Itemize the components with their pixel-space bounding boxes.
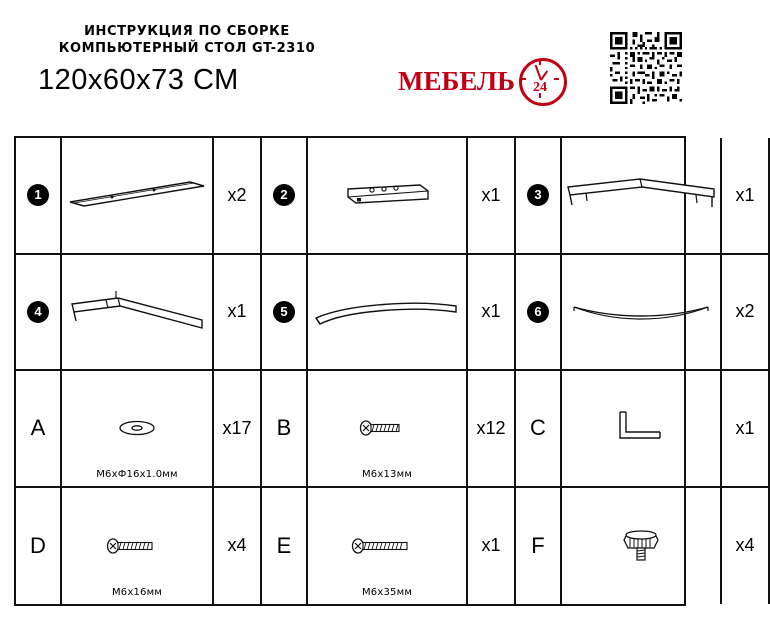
part-image-panel-long-rail xyxy=(62,138,212,253)
brand-name: МЕБЕЛЬ xyxy=(398,65,515,96)
part-image-screw-long xyxy=(308,488,466,605)
part-cell-4 xyxy=(16,255,262,372)
part-cell-b xyxy=(262,371,516,488)
part-number-glyph: 3 xyxy=(527,184,549,206)
part-caption-a: М6хФ16х1.0мм xyxy=(96,468,178,480)
part-cell-3 xyxy=(516,138,770,255)
part-label-6 xyxy=(516,255,562,370)
part-cell-1 xyxy=(16,138,262,255)
part-letter-glyph: C xyxy=(530,415,546,441)
part-caption-b: М6х13мм xyxy=(361,468,413,480)
part-caption-d: М6х16мм xyxy=(111,587,163,598)
part-qty-2: x1 xyxy=(466,138,514,253)
part-label-5 xyxy=(262,255,308,370)
part-qty-e: x1 xyxy=(466,488,514,605)
part-label-1 xyxy=(16,138,62,253)
product-dimensions: 120x60x73 СМ xyxy=(38,64,239,96)
part-image-knob-thumbscrew xyxy=(562,488,720,605)
part-qty-4: x1 xyxy=(212,255,260,370)
part-cell-2 xyxy=(262,138,516,255)
part-qty-a: x17 xyxy=(212,371,260,486)
part-cell-e xyxy=(262,488,516,605)
clock-icon xyxy=(517,56,567,106)
part-label-4 xyxy=(16,255,62,370)
part-image-washer xyxy=(62,371,212,486)
part-letter-glyph: F xyxy=(531,532,545,558)
clock-number-label: 24 xyxy=(532,80,547,95)
part-cell-c xyxy=(516,371,770,488)
title-block xyxy=(22,24,352,97)
part-qty-f: x4 xyxy=(720,488,768,605)
part-qty-3: x1 xyxy=(720,138,768,253)
part-image-screw-medium xyxy=(62,488,212,605)
part-image-allen-key xyxy=(562,371,720,486)
part-letter-glyph: A xyxy=(30,415,46,441)
part-qty-5: x1 xyxy=(466,255,514,370)
part-label-a xyxy=(16,371,62,486)
part-letter-glyph: E xyxy=(276,532,292,558)
qr-code-icon xyxy=(610,32,682,104)
part-image-frame-wide xyxy=(562,138,720,253)
part-image-shelf-board xyxy=(308,255,466,370)
part-label-2 xyxy=(262,138,308,253)
part-label-f xyxy=(516,488,562,605)
part-qty-b: x12 xyxy=(466,371,514,486)
part-caption-e: М6х35мм xyxy=(361,587,413,598)
part-label-e xyxy=(262,488,308,605)
part-label-3 xyxy=(516,138,562,253)
instruction-title-line1: ИНСТРУКЦИЯ ПО СБОРКЕ xyxy=(84,24,290,39)
page-header xyxy=(0,0,700,122)
part-cell-d xyxy=(16,488,262,605)
instruction-title-line2: КОМПЬЮТЕРНЫЙ СТОЛ GT-2310 xyxy=(58,41,316,56)
part-number-glyph: 6 xyxy=(527,301,549,323)
part-number-glyph: 4 xyxy=(27,301,49,323)
brand-logo xyxy=(398,56,567,106)
part-label-d xyxy=(16,488,62,605)
part-letter-glyph: D xyxy=(30,532,46,558)
part-cell-a xyxy=(16,371,262,488)
parts-table xyxy=(14,136,755,606)
part-number-glyph: 2 xyxy=(273,184,295,206)
part-qty-6: x2 xyxy=(720,255,768,370)
part-image-screw-short xyxy=(308,371,466,486)
part-qty-1: x2 xyxy=(212,138,260,253)
part-number-glyph: 5 xyxy=(273,301,295,323)
part-letter-glyph: B xyxy=(276,415,292,441)
part-label-c xyxy=(516,371,562,486)
part-image-curved-strip xyxy=(562,255,720,370)
part-qty-c: x1 xyxy=(720,371,768,486)
part-number-glyph: 1 xyxy=(27,184,49,206)
part-cell-5 xyxy=(262,255,516,372)
part-label-b xyxy=(262,371,308,486)
part-qty-d: x4 xyxy=(212,488,260,605)
part-cell-6 xyxy=(516,255,770,372)
part-image-frame-angled xyxy=(62,255,212,370)
part-image-bracket-plate xyxy=(308,138,466,253)
part-cell-f xyxy=(516,488,770,605)
